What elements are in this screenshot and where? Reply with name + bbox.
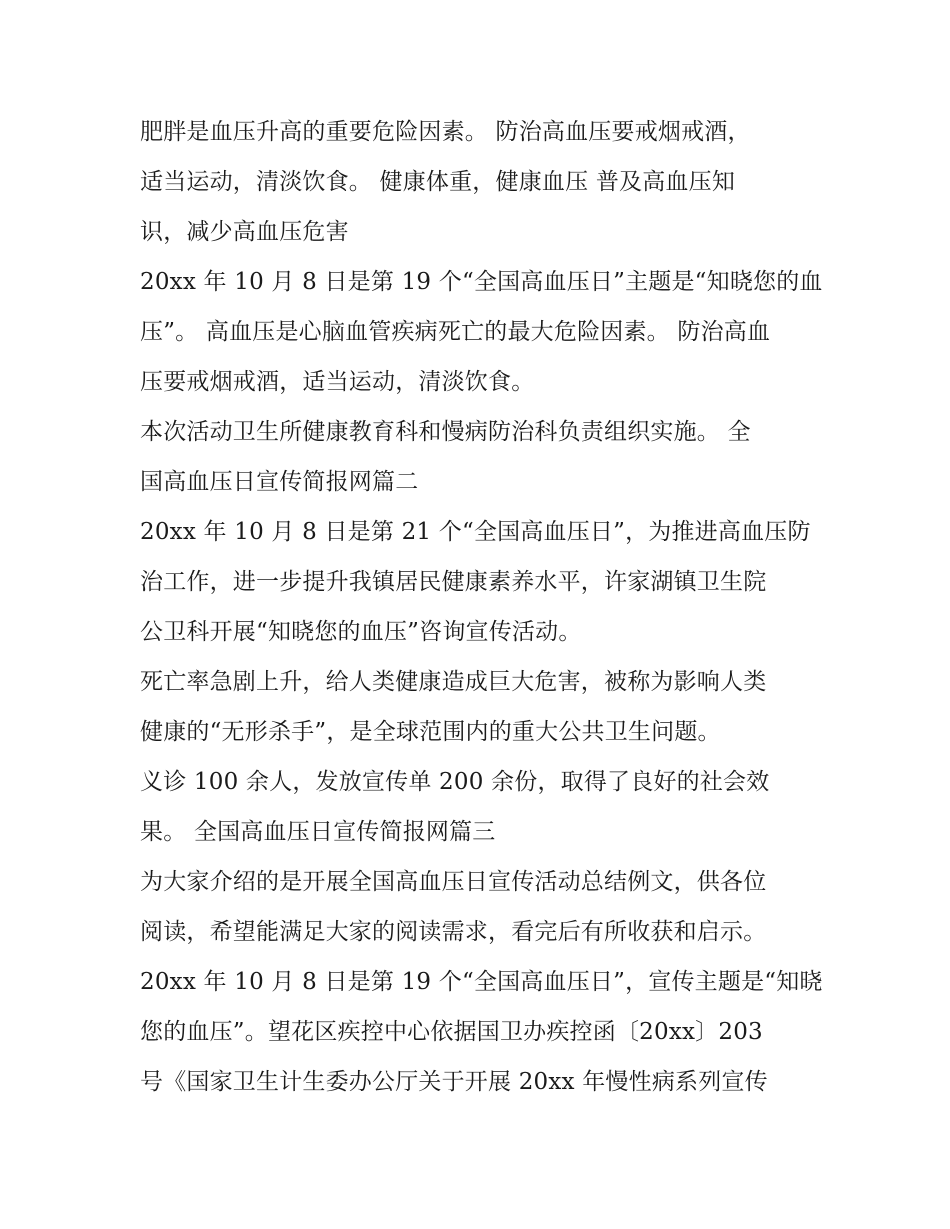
text-line: 治工作，进一步提升我镇居民健康素养水平，许家湖镇卫生院 — [140, 569, 767, 595]
text-line: 公卫科开展“知晓您的血压”咨询宣传活动。 — [140, 619, 582, 645]
text-line: 为大家介绍的是开展全国高血压日宣传活动总结例文，供各位 — [140, 869, 767, 895]
text-line: 识，减少高血压危害 — [140, 219, 349, 245]
text-line: 国高血压日宣传简报网篇二 — [140, 469, 419, 495]
text-line: 果。 全国高血压日宣传简报网篇三 — [140, 819, 496, 845]
text-line: 20xx 年 10 月 8 日是第 19 个“全国高血压日”主题是“知晓您的血 — [140, 269, 823, 295]
text-line: 义诊 100 余人，发放宣传单 200 余份，取得了良好的社会效 — [140, 769, 770, 795]
text-line: 压要戒烟戒酒，适当运动，清淡饮食。 — [140, 369, 535, 395]
text-line: 20xx 年 10 月 8 日是第 21 个“全国高血压日”，为推进高血压防 — [140, 519, 811, 545]
text-line: 健康的“无形杀手”，是全球范围内的重大公共卫生问题。 — [140, 719, 721, 745]
text-line: 压”。 高血压是心脑血管疾病死亡的最大危险因素。 防治高血 — [140, 319, 771, 345]
document-body — [140, 107, 823, 1107]
text-line: 本次活动卫生所健康教育科和慢病防治科负责组织实施。 全 — [140, 419, 751, 445]
text-line: 肥胖是血压升高的重要危险因素。 防治高血压要戒烟戒酒， — [140, 119, 751, 145]
text-line: 20xx 年 10 月 8 日是第 19 个“全国高血压日”，宣传主题是“知晓 — [140, 969, 823, 995]
text-line: 您的血压”。望花区疾控中心依据国卫办疾控函〔20xx〕203 — [140, 1019, 763, 1045]
text-line: 死亡率急剧上升，给人类健康造成巨大危害，被称为影响人类 — [140, 669, 767, 695]
text-line: 适当运动，清淡饮食。 健康体重，健康血压 普及高血压知 — [140, 169, 736, 195]
text-line: 号《国家卫生计生委办公厅关于开展 20xx 年慢性病系列宣传 — [140, 1069, 768, 1095]
text-line: 阅读，希望能满足大家的阅读需求，看完后有所收获和启示。 — [140, 919, 767, 945]
